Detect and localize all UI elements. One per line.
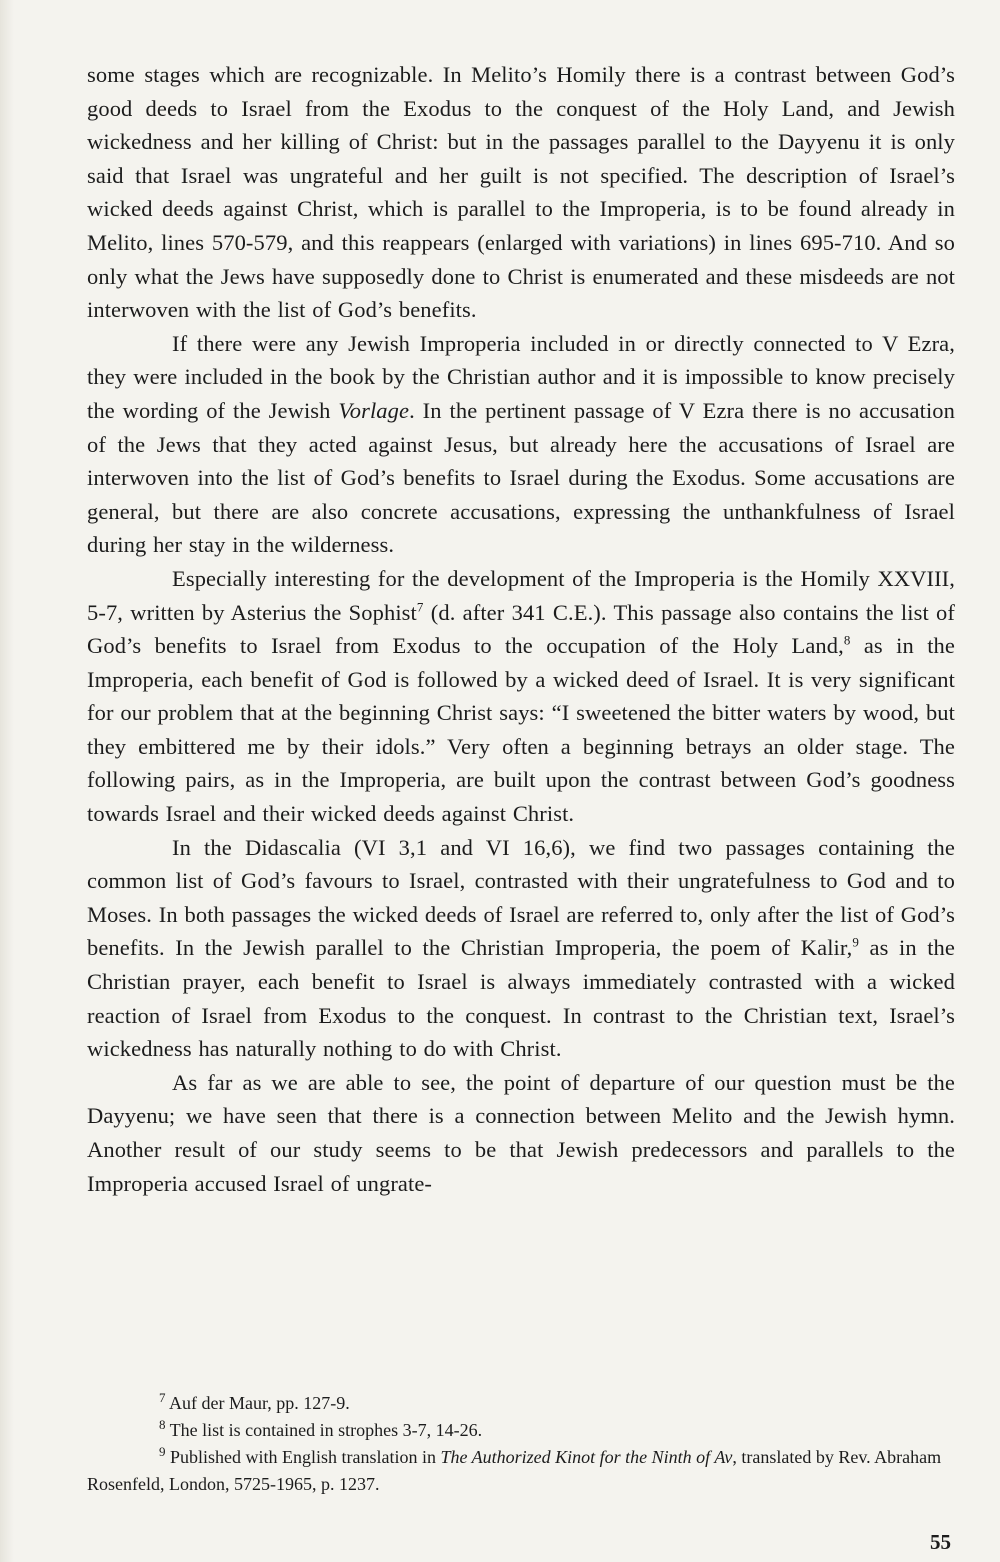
text-run: as in the Improperia, each benefit of God is followed by a wicked deed of Israel. It is very significant for our problem that at the beginning Christ says: “I sweetened the bitter waters by wood, but they embittered me by their idols.” Very often a beginning betrays an older stage. The following pairs, as in the Improperia, are built upon the contrast between God’s goodness towards Israel and their wicked deeds against Christ. [87, 633, 955, 827]
footnote-ref: 7 [416, 599, 424, 614]
footnote-number: 8 [159, 1417, 166, 1432]
text-run: In the Didascalia (VI 3,1 and VI 16,6), we find two passages containing the common list of God’s favours to Israel, contrasted with their ungratefulness to God and to Moses. In both passages the wicked deeds of Israel are referred to, only after the list of God’s benefits. In the Jewish parallel to the Christian Improperia, the poem of Kalir, [87, 834, 955, 961]
text-run: some stages which are recognizable. In Melito’s Homily there is a contrast between God’s good deeds to Israel from the Exodus to the conquest of the Holy Land, and Jewish wickedness and her killing of Christ: but in the passages parallel to the Dayyenu it is only said that Israel was ungrateful and her guilt is not specified. The description of Israel’s wicked deeds against Christ, which is parallel to the Improperia, is to be found already in Melito, lines 570-579, and this reappears (enlarged with variations) in lines 695-710. And so only what the Jews have supposedly done to Christ is enumerated and these misdeeds are not interwoven with the list of God’s benefits. [87, 62, 955, 323]
text-run: Auf der Maur, pp. 127-9. [165, 1393, 350, 1413]
footnotes [87, 1390, 955, 1498]
text-run: , translated by Rev. Abraham Rosenfeld, London, 5725-1965, p. 1237. [87, 1447, 942, 1494]
footnote-number: 9 [159, 1444, 166, 1459]
footnote-7 [87, 1390, 955, 1417]
text-run: If there were any Jewish Improperia included in or directly connected to V Ezra, they were included in the book by the Christian author and it is impossible to know precisely the wording of the Jewish [87, 330, 955, 423]
text-run: as in the Christian prayer, each benefit to Israel is always immediately contrasted with a wicked reaction of Israel from Exodus to the conquest. In contrast to the Christian text, Israel’s wickedness has naturally nothing to do with Christ. [87, 935, 955, 1062]
footnote-8 [87, 1417, 955, 1444]
page-edge-shadow [0, 0, 14, 1562]
paragraph-1 [87, 58, 955, 327]
text-run: (d. after 341 C.E.). This passage also contains the list of God’s benefits to Israel from Exodus to the occupation of the Holy Land, [87, 599, 955, 659]
paragraph-3 [87, 562, 955, 831]
footnote-number: 7 [159, 1390, 166, 1405]
italic-text: The Authorized Kinot for the Ninth of Av [440, 1447, 733, 1467]
text-run: Especially interesting for the development of the Improperia is the Homily XXVIII, 5-7, written by Asterius the Sophist [87, 565, 955, 625]
paragraph-5 [87, 1066, 955, 1200]
page-number: 55 [930, 1530, 951, 1554]
text-run: As far as we are able to see, the point of departure of our question must be the Dayyenu; we have seen that there is a connection between Melito and the Jewish hymn. Another result of our study seems to be that Jewish predecessors and parallels to the Improperia accused Israel of ungrate- [87, 1069, 955, 1196]
paragraph-2 [87, 327, 955, 562]
text-run: . In the pertinent passage of V Ezra there is no accusation of the Jews that they acted against Jesus, but already here the accusations of Israel are interwoven into the list of God’s benefits to Israel during the Exodus. Some accusations are general, but there are also concrete accusations, expressing the unthankfulness of Israel during her stay in the wilderness. [87, 397, 956, 558]
text-run: Published with English translation in [165, 1447, 441, 1467]
italic-text: Vorlage [338, 397, 410, 423]
body-text [87, 58, 955, 1200]
footnote-9 [87, 1444, 955, 1498]
text-run: The list is contained in strophes 3-7, 14-26. [165, 1420, 483, 1440]
footnote-ref: 8 [843, 632, 851, 648]
paragraph-4 [87, 831, 955, 1066]
footnote-ref: 9 [852, 934, 859, 950]
